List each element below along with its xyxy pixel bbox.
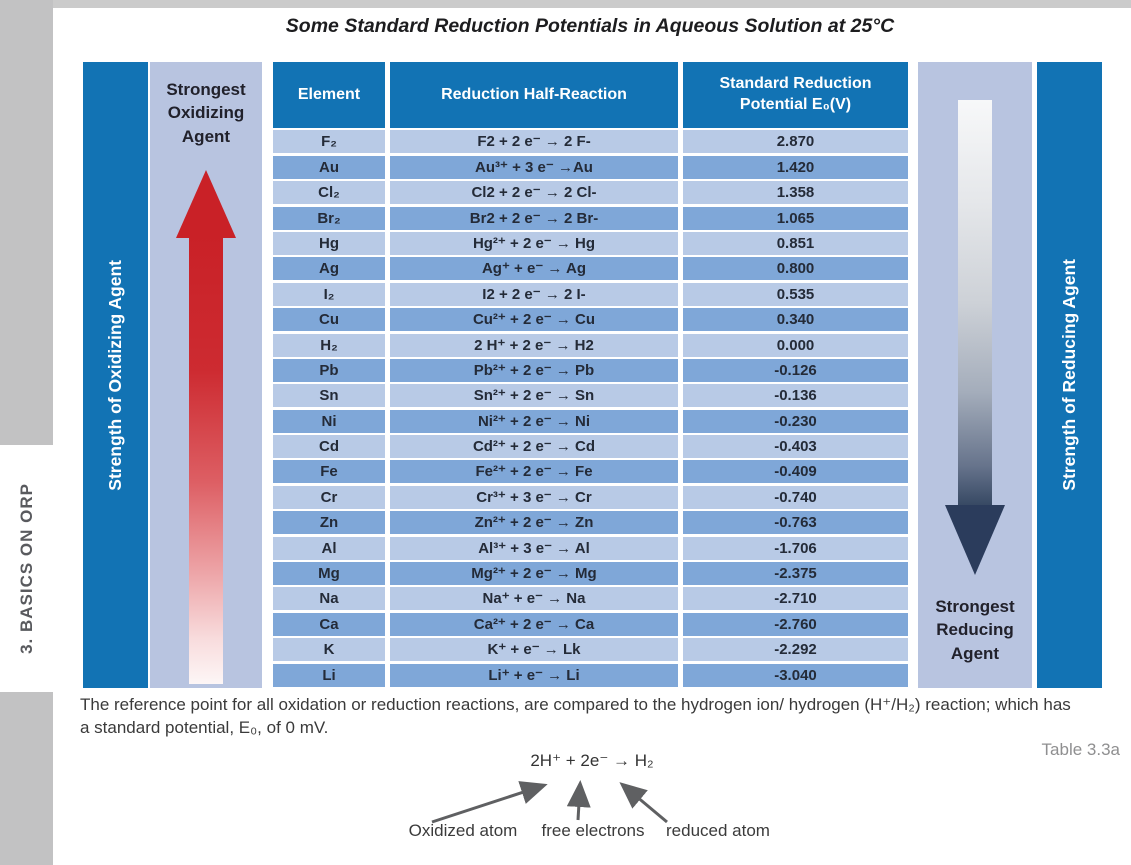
oxidizing-agent-panel bbox=[150, 62, 262, 688]
table-cell-element: Cu bbox=[273, 308, 385, 331]
table-cell-potential: -0.403 bbox=[683, 435, 908, 458]
reduced-atom-label: reduced atom bbox=[666, 821, 770, 840]
table-cell-reaction: Mg²⁺ + 2 e⁻ → Mg bbox=[390, 562, 678, 585]
table-cell-reaction: Zn²⁺ + 2 e⁻ → Zn bbox=[390, 511, 678, 534]
table-cell-potential: -0.230 bbox=[683, 410, 908, 433]
table-cell-potential: -2.375 bbox=[683, 562, 908, 585]
table-cell-potential: 0.000 bbox=[683, 334, 908, 357]
table-cell-element: I₂ bbox=[273, 283, 385, 306]
up-arrow-shaft bbox=[189, 236, 223, 684]
free-electrons-label: free electrons bbox=[541, 821, 645, 840]
table-cell-reaction: Cl2 + 2 e⁻ → 2 Cl- bbox=[390, 181, 678, 204]
left-margin-strip bbox=[0, 0, 53, 865]
table-cell-potential: 1.420 bbox=[683, 156, 908, 179]
table-cell-reaction: Au³⁺ + 3 e⁻ →Au bbox=[390, 156, 678, 179]
table-cell-reaction: Ni²⁺ + 2 e⁻ → Ni bbox=[390, 410, 678, 433]
table-cell-potential: 0.800 bbox=[683, 257, 908, 280]
table-cell-reaction: Cd²⁺ + 2 e⁻ → Cd bbox=[390, 435, 678, 458]
table-cell-reaction: Al³⁺ + 3 e⁻ → Al bbox=[390, 537, 678, 560]
table-cell-element: Au bbox=[273, 156, 385, 179]
up-arrow-icon bbox=[176, 170, 236, 238]
table-cell-potential: 0.340 bbox=[683, 308, 908, 331]
strongest-oxidizing-label: Strongest Oxidizing Agent bbox=[166, 80, 246, 146]
footnote-line1: The reference point for all oxidation or reduction reactions, are compared to the hydrogen ion/ hydrogen (H⁺/H₂) reaction; which has bbox=[80, 695, 1071, 714]
down-arrow-icon bbox=[945, 505, 1005, 575]
table-cell-reaction: Pb²⁺ + 2 e⁻ → Pb bbox=[390, 359, 678, 382]
table-cell-element: Hg bbox=[273, 232, 385, 255]
table-cell-potential: -2.710 bbox=[683, 587, 908, 610]
strongest-reducing-label: Strongest Reducing Agent bbox=[935, 597, 1015, 663]
oxidizing-strength-bar bbox=[83, 62, 148, 688]
table-cell-element: Sn bbox=[273, 384, 385, 407]
oxidized-atom-label: Oxidized atom bbox=[408, 821, 518, 840]
top-rule-bar bbox=[53, 0, 1131, 8]
table-cell-reaction: Sn²⁺ + 2 e⁻ → Sn bbox=[390, 384, 678, 407]
reducing-strength-label: Strength of Reducing Agent bbox=[1059, 259, 1079, 491]
reducing-strength-bar bbox=[1037, 62, 1102, 688]
table-cell-reaction: I2 + 2 e⁻ → 2 I- bbox=[390, 283, 678, 306]
table-cell-potential: -0.409 bbox=[683, 460, 908, 483]
table-cell-reaction: Hg²⁺ + 2 e⁻ → Hg bbox=[390, 232, 678, 255]
reducing-agent-panel bbox=[918, 62, 1032, 688]
down-arrow-shaft bbox=[958, 100, 992, 506]
page-title: Some Standard Reduction Potentials in Aqueous Solution at 25°C bbox=[285, 15, 895, 37]
table-cell-reaction: 2 H⁺ + 2 e⁻ → H2 bbox=[390, 334, 678, 357]
table-cell-element: Ni bbox=[273, 410, 385, 433]
table-cell-reaction: Cr³⁺ + 3 e⁻ → Cr bbox=[390, 486, 678, 509]
oxidizing-strength-label: Strength of Oxidizing Agent bbox=[105, 259, 125, 491]
table-cell-potential: 0.851 bbox=[683, 232, 908, 255]
table-cell-potential: -0.126 bbox=[683, 359, 908, 382]
column-header-element: Element bbox=[273, 62, 385, 128]
table-cell-potential: -1.706 bbox=[683, 537, 908, 560]
footnote-line2: a standard potential, E₀, of 0 mV. bbox=[80, 718, 329, 737]
table-cell-element: Pb bbox=[273, 359, 385, 382]
table-cell-potential: -2.292 bbox=[683, 638, 908, 661]
table-cell-potential: 1.358 bbox=[683, 181, 908, 204]
table-caption: Table 3.3a bbox=[1041, 740, 1120, 759]
table-cell-element: Cr bbox=[273, 486, 385, 509]
section-label: 3. BASICS ON ORP bbox=[16, 483, 36, 654]
table-cell-reaction: F2 + 2 e⁻ → 2 F- bbox=[390, 130, 678, 153]
table-cell-potential: -0.763 bbox=[683, 511, 908, 534]
table-cell-reaction: Cu²⁺ + 2 e⁻ → Cu bbox=[390, 308, 678, 331]
table-cell-reaction: K⁺ + e⁻ → Lk bbox=[390, 638, 678, 661]
table-cell-element: H₂ bbox=[273, 334, 385, 357]
table-cell-element: Cl₂ bbox=[273, 181, 385, 204]
free-electrons-arrow bbox=[578, 786, 580, 820]
table-cell-potential: -2.760 bbox=[683, 613, 908, 636]
table-cell-reaction: Fe²⁺ + 2 e⁻ → Fe bbox=[390, 460, 678, 483]
table-cell-reaction: Ca²⁺ + 2 e⁻ → Ca bbox=[390, 613, 678, 636]
table-cell-element: Zn bbox=[273, 511, 385, 534]
table-cell-potential: -0.740 bbox=[683, 486, 908, 509]
table-cell-potential: 0.535 bbox=[683, 283, 908, 306]
table-cell-element: Br₂ bbox=[273, 207, 385, 230]
footnote bbox=[80, 693, 1128, 739]
table-cell-element: Li bbox=[273, 664, 385, 687]
table-cell-element: Mg bbox=[273, 562, 385, 585]
table-cell-element: Ag bbox=[273, 257, 385, 280]
table-cell-potential: -3.040 bbox=[683, 664, 908, 687]
table-cell-reaction: Li⁺ + e⁻ → Li bbox=[390, 664, 678, 687]
column-header-potential: Standard Reduction Potential E₀(V) bbox=[683, 62, 908, 128]
table-cell-element: Fe bbox=[273, 460, 385, 483]
reduction-table bbox=[273, 62, 908, 687]
table-cell-element: Na bbox=[273, 587, 385, 610]
table-cell-element: K bbox=[273, 638, 385, 661]
table-cell-reaction: Na⁺ + e⁻ → Na bbox=[390, 587, 678, 610]
table-cell-reaction: Ag⁺ + e⁻ → Ag bbox=[390, 257, 678, 280]
table-cell-potential: -0.136 bbox=[683, 384, 908, 407]
section-label-area bbox=[0, 445, 53, 692]
column-header-reaction: Reduction Half-Reaction bbox=[390, 62, 678, 128]
table-cell-element: Cd bbox=[273, 435, 385, 458]
table-cell-potential: 2.870 bbox=[683, 130, 908, 153]
oxidized-atom-arrow bbox=[432, 786, 542, 822]
table-cell-element: F₂ bbox=[273, 130, 385, 153]
table-cell-reaction: Br2 + 2 e⁻ → 2 Br- bbox=[390, 207, 678, 230]
hydrogen-equation: 2H⁺ + 2e⁻ → H₂ bbox=[530, 751, 654, 770]
table-cell-element: Al bbox=[273, 537, 385, 560]
reduced-atom-arrow bbox=[624, 786, 667, 822]
table-cell-potential: 1.065 bbox=[683, 207, 908, 230]
table-cell-element: Ca bbox=[273, 613, 385, 636]
